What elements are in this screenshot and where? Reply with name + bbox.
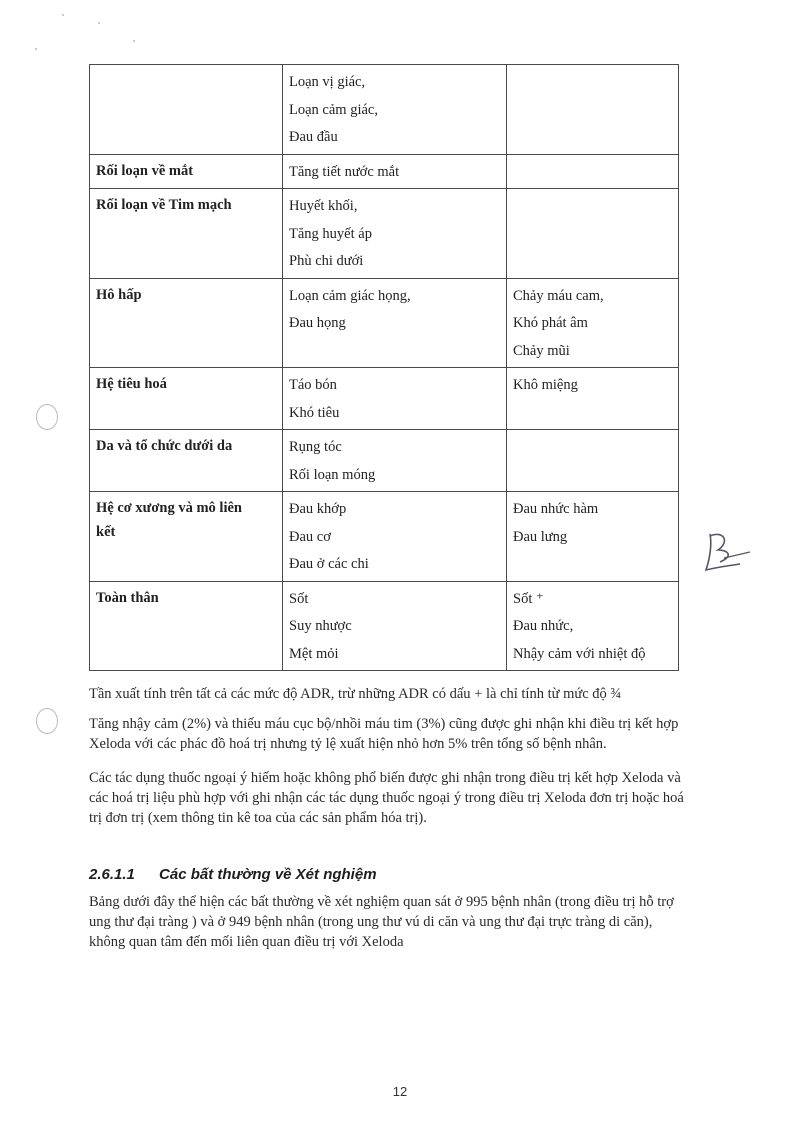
cell-line: Chảy máu cam, (513, 287, 604, 304)
section-heading (89, 866, 377, 883)
category-cell (90, 492, 283, 582)
cell-line: Da và tổ chức dưới da (96, 438, 233, 454)
common-effects-cell (283, 430, 507, 492)
category-cell (90, 581, 283, 671)
section-number: 2.6.1.1 (89, 866, 135, 883)
table-row (90, 581, 679, 671)
scan-speck (133, 40, 135, 42)
category-cell (90, 65, 283, 155)
cell-line: Nhậy cảm với nhiệt độ (513, 645, 646, 662)
cell-line: Đau họng (289, 315, 346, 331)
adverse-reactions-table (89, 64, 679, 671)
scan-speck (98, 22, 100, 24)
other-effects-cell (507, 492, 679, 582)
cell-line: Đau lưng (513, 528, 568, 545)
punch-hole-icon (36, 404, 58, 430)
cell-line: Sốt (289, 590, 309, 607)
category-cell (90, 278, 283, 368)
initials-signature-icon (700, 528, 756, 576)
table-row (90, 65, 679, 155)
cell-line: Đau nhức hàm (513, 501, 599, 517)
other-effects-cell (507, 581, 679, 671)
scan-speck (62, 14, 64, 16)
other-effects-cell (507, 278, 679, 368)
cell-line: Rối loạn về mắt (96, 162, 194, 179)
cell-line: Sốt ⁺ (513, 590, 544, 607)
cell-line: Rụng tóc (289, 439, 342, 455)
cell-line: Hệ tiêu hoá (96, 376, 167, 392)
cell-line: Suy nhược (289, 618, 352, 634)
cell-line: Rối loạn về Tim mạch (96, 197, 232, 213)
cell-line: Khô miệng (513, 377, 578, 393)
cell-line: Hô hấp (96, 286, 142, 303)
cell-line: Đau ở các chi (289, 556, 369, 572)
common-effects-cell (283, 368, 507, 430)
category-cell (90, 368, 283, 430)
cell-line: Khó tiêu (289, 404, 340, 421)
adverse-reactions-table-body (90, 65, 679, 671)
cell-line: Tăng tiết nước mắt (289, 163, 400, 180)
cell-line: Tăng huyết áp (289, 225, 372, 242)
other-effects-cell (507, 368, 679, 430)
cell-line: Đau cơ (289, 528, 331, 545)
common-effects-cell (283, 65, 507, 155)
table-row (90, 368, 679, 430)
category-cell (90, 189, 283, 279)
cell-line: Chảy mũi (513, 342, 570, 359)
frequency-note: Tần xuất tính trên tất cả các mức độ ADR, trừ những ADR có dấu + là chỉ tính từ mức độ ¾ (89, 686, 622, 702)
cell-line: Huyết khối, (289, 198, 358, 214)
cell-line: Loạn cảm giác họng, (289, 287, 411, 304)
cell-line: Toàn thân (96, 589, 159, 606)
table-row (90, 430, 679, 492)
common-effects-cell (283, 492, 507, 582)
cell-line: Đau đầu (289, 129, 338, 145)
other-effects-cell (507, 154, 679, 189)
category-cell (90, 154, 283, 189)
cell-line: kết (96, 524, 116, 540)
cell-line: Đau khớp (289, 501, 347, 517)
cell-line: Đau nhức, (513, 618, 574, 634)
cell-line: Khó phát âm (513, 315, 588, 331)
cell-line: Phù chi dưới (289, 253, 364, 269)
common-effects-cell (283, 189, 507, 279)
common-effects-cell (283, 278, 507, 368)
table-row (90, 278, 679, 368)
common-effects-cell (283, 581, 507, 671)
table-row (90, 189, 679, 279)
table-row (90, 492, 679, 582)
common-effects-cell (283, 154, 507, 189)
other-effects-cell (507, 65, 679, 155)
paragraph-rare-effects: Các tác dụng thuốc ngoại ý hiếm hoặc không phổ biến được ghi nhận trong điều trị kết hợp Xeloda và các hoá trị liệu phù hợp với ghi nhận các tác dụng thuốc ngoại ý trong điều trị Xeloda đơn trị hoặc hoá trị đơn trị (xem thông tin kê toa của các sản phẩm hóa trị). (89, 770, 684, 826)
punch-hole-icon (36, 708, 58, 734)
table-row (90, 154, 679, 189)
other-effects-cell (507, 189, 679, 279)
cell-line: Hệ cơ xương và mô liên (96, 500, 242, 516)
cell-line: Táo bón (289, 377, 337, 393)
page-number: 12 (392, 1084, 408, 1099)
paragraph-hypersensitivity: Tăng nhậy cảm (2%) và thiếu máu cục bộ/nhồi máu tim (3%) cũng được ghi nhận khi điều trị kết hợp Xeloda với các phác đồ hoá trị nhưng tỷ lệ xuất hiện nhỏ hơn 5% trên tổng số bệnh nhân. (89, 716, 679, 752)
category-cell (90, 430, 283, 492)
paragraph-lab-abnormalities: Bảng dưới đây thể hiện các bất thường về xét nghiệm quan sát ở 995 bệnh nhân (trong điều trị hỗ trợ ung thư đại tràng ) và ở 949 bệnh nhân (trong ung thư vú di căn và ung thư đại trực tràng di căn), không quan tâm đến mối liên quan điều trị với Xeloda (89, 894, 674, 950)
cell-line: Mệt mỏi (289, 645, 339, 662)
cell-line: Loạn cảm giác, (289, 101, 378, 118)
cell-line: Loạn vị giác, (289, 74, 366, 90)
cell-line: Rối loạn móng (289, 466, 376, 483)
section-title: Các bất thường về Xét nghiệm (159, 866, 377, 883)
scan-speck (35, 48, 37, 50)
other-effects-cell (507, 430, 679, 492)
